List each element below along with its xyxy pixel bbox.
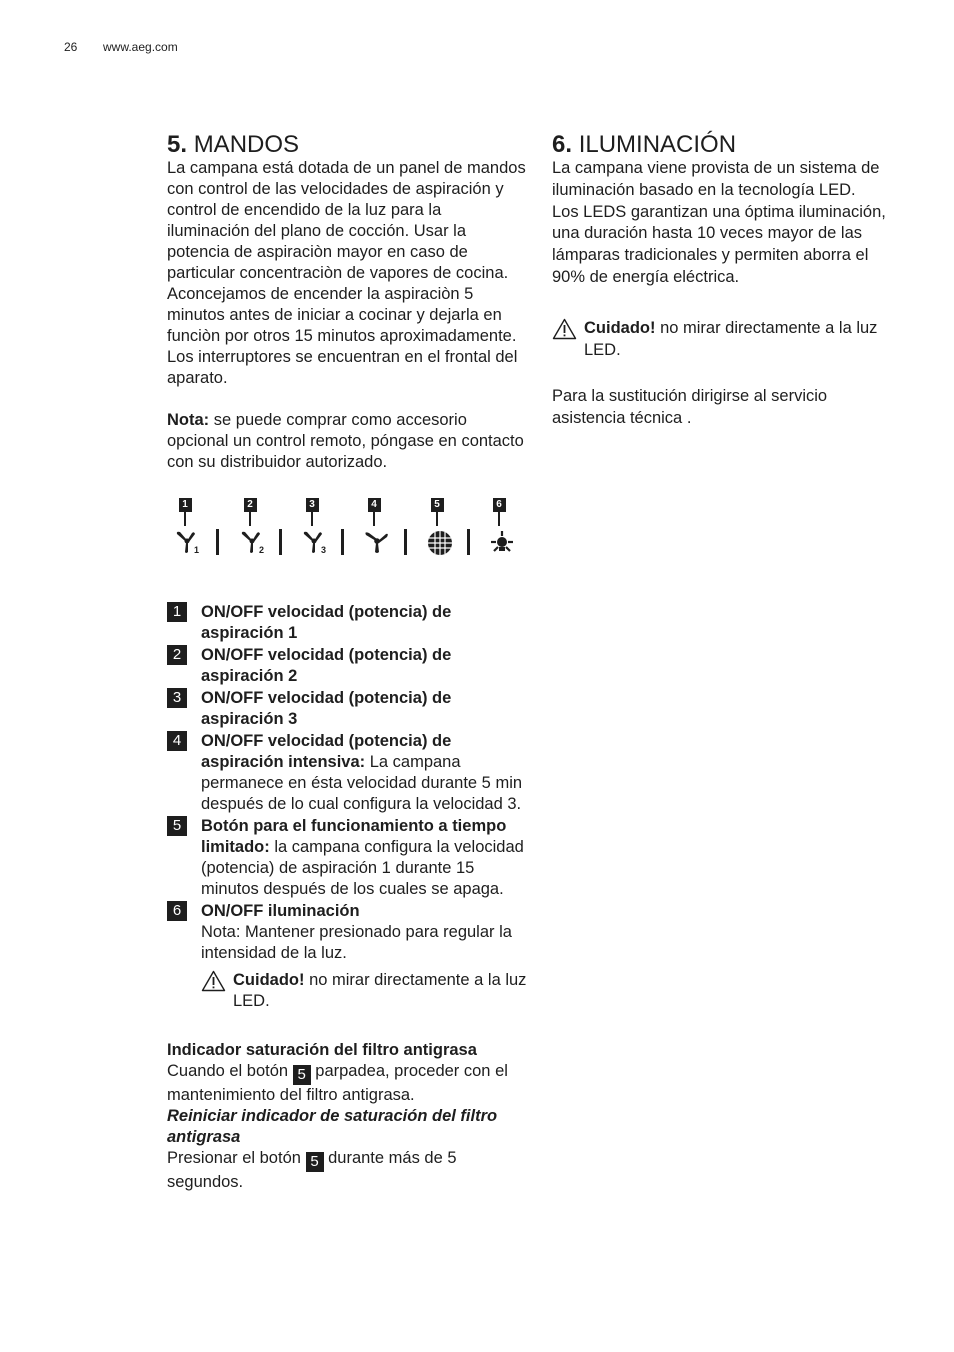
led-paragraph-1: La campana viene provista de un sistema de iluminación basado en la tecnología LED.	[552, 159, 880, 199]
intro-paragraph: La campana está dotada de un panel de mandos con control de las velocidades de aspiración y control de encendido de la luz para la iluminación del plano de cocción. Usar la potencia de aspiraciòn mayor en caso de particular concentraciòn de vapores de cocina. Aconcejamos de encender la aspiraciòn 5 minutos antes de iniciar a cocinar y dejarla en funciòn por otros 15 minutos aproximadamente.	[167, 159, 526, 345]
list-item	[167, 602, 527, 644]
timer-grid-icon	[427, 530, 453, 556]
item-text: La campana permanece en ésta velocidad durante 5 min después de lo cual configura la velocidad 3.	[201, 753, 523, 813]
panel-button-6	[489, 498, 509, 554]
item-title: ON/OFF velocidad (potencia) de aspiración intensiva:	[201, 732, 452, 771]
item-number-badge: 6	[167, 901, 187, 921]
note-text: se puede comprar como accesorio opcional un control remoto, póngase en contacto con su distribuidor autorizado.	[167, 411, 524, 471]
caution-note	[552, 318, 902, 362]
service-paragraph: Para la sustitución dirigirse al servicio asistencia técnica .	[552, 387, 828, 428]
svg-text:1: 1	[194, 545, 200, 554]
item-text: Nota: Mantener presionado para regular la intensidad de la luz.	[201, 923, 512, 962]
section-title: MANDOS	[193, 131, 300, 158]
warning-icon	[201, 970, 226, 992]
list-item	[167, 901, 527, 1012]
item-number-badge: 3	[167, 688, 187, 708]
reset-indicator-title	[167, 1106, 527, 1148]
item-text: la campana configura la velocidad (potencia) de aspiración 1 durante 15 minutos después de los cuales se apaga.	[201, 838, 524, 898]
button-list	[167, 602, 527, 1012]
item-title: ON/OFF velocidad (potencia) de aspiración 2	[201, 646, 452, 685]
header-url: www.aeg.com	[103, 40, 178, 54]
led-paragraph-2: Los LEDS garantizan una óptima iluminación, una duración hasta 10 veces mayor de las lámparas tradicionales y permiten aborra el 90% de energía eléctrica.	[552, 202, 886, 286]
section-heading	[552, 132, 902, 158]
page-number: 26	[64, 40, 78, 54]
panel-button-2	[240, 498, 265, 554]
panel-tag: 6	[493, 498, 506, 512]
filter-indicator-title	[167, 1040, 527, 1061]
panel-tag: 4	[368, 498, 381, 512]
caution-label: Cuidado!	[233, 971, 305, 989]
control-panel-diagram	[167, 498, 517, 602]
svg-text:3: 3	[321, 545, 327, 554]
item-title: ON/OFF velocidad (potencia) de aspiración 1	[201, 603, 452, 642]
caution-text: no mirar directamente a la luz LED.	[584, 318, 878, 359]
switches-paragraph: Los interruptores se encuentran en el frontal del aparato.	[167, 348, 518, 387]
note-paragraph	[167, 410, 527, 473]
filter-text-part: parpadea, proceder con el mantenimiento del filtro antigrasa.	[167, 1062, 508, 1104]
item-number-badge: 1	[167, 602, 187, 622]
list-item	[167, 688, 527, 730]
list-item	[167, 645, 527, 687]
panel-button-1	[175, 498, 200, 554]
inline-button-badge: 5	[293, 1065, 311, 1085]
panel-button-4	[364, 498, 384, 554]
caution-label: Cuidado!	[584, 318, 656, 337]
note-label: Nota:	[167, 411, 210, 429]
fan-speed-2-icon	[240, 530, 266, 554]
fan-speed-3-icon	[302, 530, 328, 554]
caution-note	[201, 970, 527, 1012]
list-item	[167, 731, 527, 815]
reset-title-text: Reiniciar indicador de saturación del filtro antigrasa	[167, 1107, 498, 1146]
section-heading	[167, 132, 527, 158]
filter-text-part: Cuando el botón	[167, 1062, 293, 1080]
warning-icon	[552, 318, 577, 340]
item-number-badge: 5	[167, 816, 187, 836]
section-mandos	[167, 132, 527, 1193]
reset-text-part: durante más de 5 segundos.	[167, 1149, 457, 1191]
panel-button-5	[427, 498, 447, 556]
panel-tag: 3	[306, 498, 319, 512]
filter-title-text: Indicador saturación del filtro antigrasa	[167, 1041, 477, 1059]
filter-indicator-text	[167, 1061, 527, 1106]
light-icon	[489, 530, 515, 554]
item-title: Botón para el funcionamiento a tiempo limitado:	[201, 817, 507, 856]
fan-speed-1-icon	[175, 530, 201, 554]
list-item	[167, 816, 527, 900]
section-title: ILUMINACIÓN	[578, 131, 737, 158]
section-iluminacion	[552, 132, 902, 430]
reset-indicator-text	[167, 1148, 527, 1193]
svg-text:2: 2	[259, 545, 265, 554]
item-title: ON/OFF velocidad (potencia) de aspiración 3	[201, 689, 452, 728]
item-number-badge: 4	[167, 731, 187, 751]
fan-intensive-icon	[364, 530, 390, 554]
section-number: 5.	[167, 131, 188, 158]
inline-button-badge: 5	[306, 1152, 324, 1172]
caution-text: no mirar directamente a la luz LED.	[233, 971, 527, 1010]
panel-button-3	[302, 498, 327, 554]
section-number: 6.	[552, 131, 573, 158]
reset-text-part: Presionar el botón	[167, 1149, 306, 1167]
item-title: ON/OFF iluminación	[201, 902, 360, 920]
panel-tag: 2	[244, 498, 257, 512]
panel-tag: 5	[431, 498, 444, 512]
panel-tag: 1	[179, 498, 192, 512]
item-number-badge: 2	[167, 645, 187, 665]
